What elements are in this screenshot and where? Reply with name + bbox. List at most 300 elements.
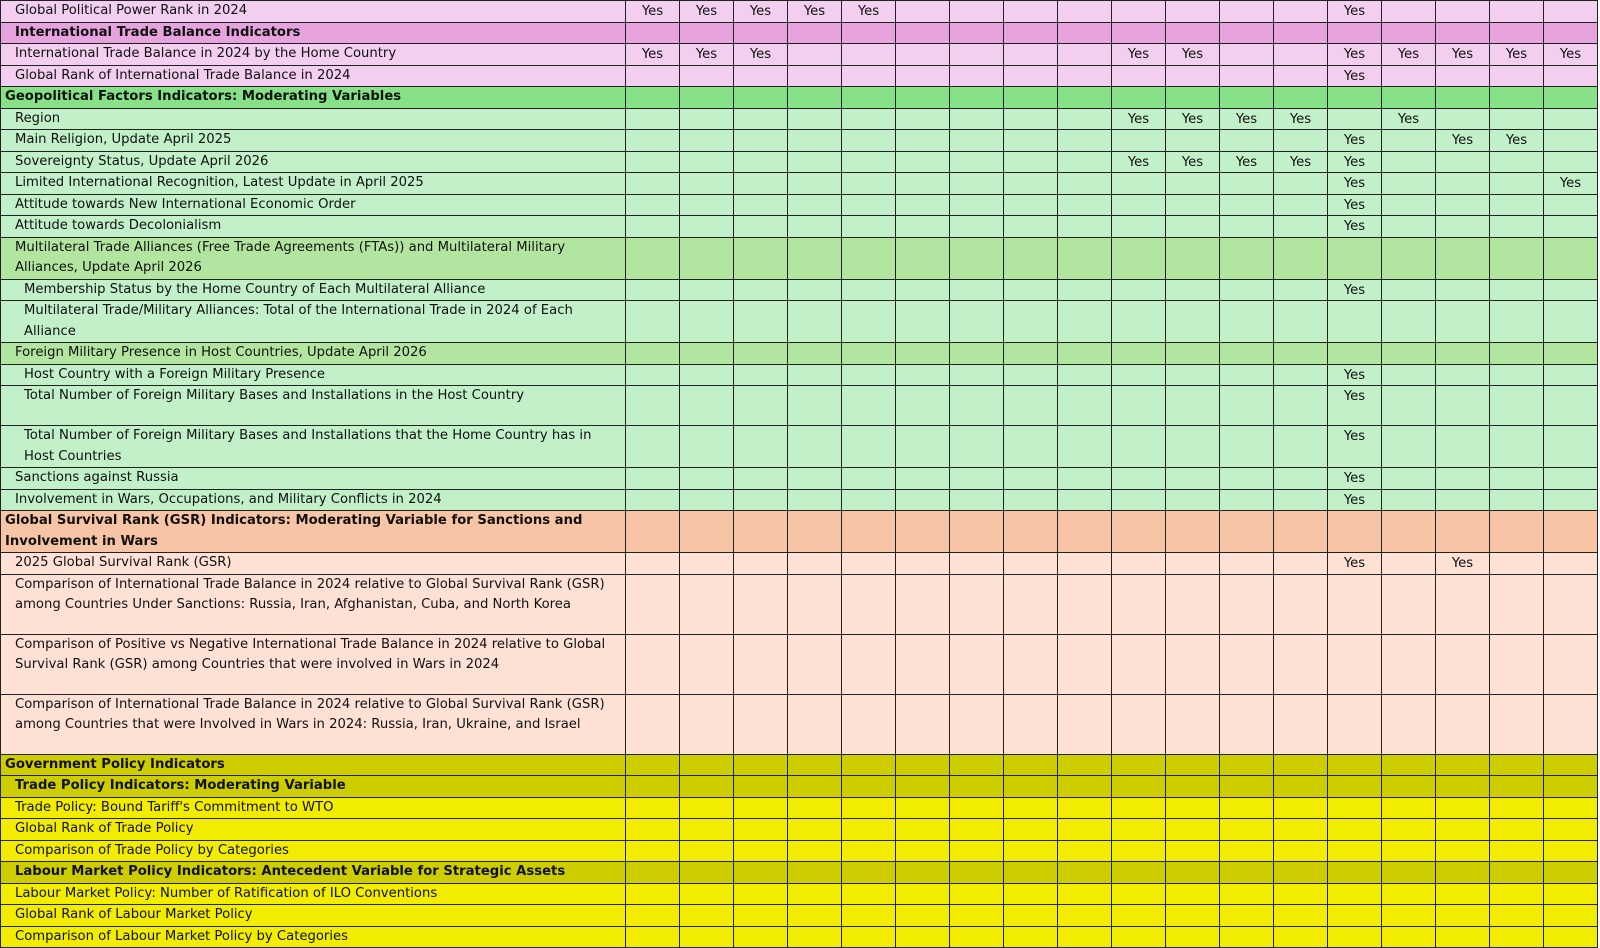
mark-cell[interactable]: Yes <box>1328 489 1382 511</box>
mark-cell[interactable]: Yes <box>1490 130 1544 152</box>
mark-cell[interactable] <box>1004 776 1058 798</box>
mark-cell[interactable] <box>1166 883 1220 905</box>
mark-cell[interactable] <box>1544 426 1598 468</box>
mark-cell[interactable] <box>842 905 896 927</box>
mark-cell[interactable] <box>1220 65 1274 87</box>
mark-cell[interactable] <box>734 22 788 44</box>
mark-cell[interactable] <box>626 553 680 575</box>
mark-cell[interactable] <box>680 926 734 948</box>
mark-cell[interactable] <box>788 130 842 152</box>
mark-cell[interactable] <box>1436 343 1490 365</box>
mark-cell[interactable] <box>1112 364 1166 386</box>
mark-cell[interactable] <box>1058 65 1112 87</box>
mark-cell[interactable] <box>1436 840 1490 862</box>
mark-cell[interactable] <box>950 22 1004 44</box>
mark-cell[interactable] <box>1490 776 1544 798</box>
mark-cell[interactable] <box>626 574 680 634</box>
mark-cell[interactable] <box>626 468 680 490</box>
mark-cell[interactable]: Yes <box>1220 151 1274 173</box>
mark-cell[interactable] <box>842 108 896 130</box>
mark-cell[interactable]: Yes <box>1328 216 1382 238</box>
mark-cell[interactable] <box>1274 44 1328 66</box>
mark-cell[interactable] <box>1058 553 1112 575</box>
mark-cell[interactable] <box>1058 386 1112 426</box>
mark-cell[interactable] <box>680 216 734 238</box>
mark-cell[interactable] <box>1058 44 1112 66</box>
mark-cell[interactable]: Yes <box>1490 44 1544 66</box>
mark-cell[interactable] <box>680 883 734 905</box>
mark-cell[interactable] <box>842 216 896 238</box>
mark-cell[interactable] <box>1490 108 1544 130</box>
mark-cell[interactable] <box>1490 862 1544 884</box>
mark-cell[interactable] <box>1328 237 1382 279</box>
mark-cell[interactable] <box>1544 926 1598 948</box>
mark-cell[interactable] <box>950 468 1004 490</box>
mark-cell[interactable]: Yes <box>1382 44 1436 66</box>
mark-cell[interactable] <box>950 151 1004 173</box>
mark-cell[interactable] <box>1220 905 1274 927</box>
mark-cell[interactable] <box>1004 108 1058 130</box>
mark-cell[interactable] <box>1058 151 1112 173</box>
mark-cell[interactable] <box>1490 65 1544 87</box>
mark-cell[interactable] <box>1544 694 1598 754</box>
mark-cell[interactable] <box>842 754 896 776</box>
mark-cell[interactable] <box>1220 22 1274 44</box>
mark-cell[interactable] <box>1112 65 1166 87</box>
mark-cell[interactable] <box>788 216 842 238</box>
mark-cell[interactable] <box>1328 511 1382 553</box>
mark-cell[interactable] <box>1058 130 1112 152</box>
mark-cell[interactable] <box>626 130 680 152</box>
mark-cell[interactable] <box>1058 574 1112 634</box>
mark-cell[interactable] <box>1166 426 1220 468</box>
mark-cell[interactable] <box>734 279 788 301</box>
mark-cell[interactable] <box>1436 173 1490 195</box>
mark-cell[interactable] <box>626 343 680 365</box>
mark-cell[interactable] <box>680 343 734 365</box>
mark-cell[interactable] <box>1274 279 1328 301</box>
mark-cell[interactable] <box>1004 489 1058 511</box>
mark-cell[interactable] <box>1058 883 1112 905</box>
mark-cell[interactable] <box>1220 776 1274 798</box>
mark-cell[interactable] <box>680 776 734 798</box>
mark-cell[interactable] <box>1436 754 1490 776</box>
mark-cell[interactable] <box>1328 694 1382 754</box>
mark-cell[interactable] <box>896 776 950 798</box>
mark-cell[interactable] <box>788 862 842 884</box>
mark-cell[interactable] <box>788 386 842 426</box>
mark-cell[interactable] <box>734 776 788 798</box>
mark-cell[interactable] <box>680 754 734 776</box>
mark-cell[interactable] <box>1004 279 1058 301</box>
row-label-cell[interactable]: Comparison of Positive vs Negative International Trade Balance in 2024 relative to Global Survival Rank (GSR) among Countries that were involved in Wars in 2024 <box>1 634 626 694</box>
mark-cell[interactable] <box>1058 634 1112 694</box>
mark-cell[interactable] <box>1328 87 1382 109</box>
mark-cell[interactable] <box>1490 797 1544 819</box>
mark-cell[interactable] <box>1436 468 1490 490</box>
mark-cell[interactable] <box>1382 883 1436 905</box>
mark-cell[interactable] <box>842 151 896 173</box>
mark-cell[interactable] <box>680 65 734 87</box>
mark-cell[interactable] <box>1004 819 1058 841</box>
row-label-cell[interactable]: Involvement in Wars, Occupations, and Military Conflicts in 2024 <box>1 489 626 511</box>
mark-cell[interactable] <box>734 301 788 343</box>
mark-cell[interactable] <box>1382 840 1436 862</box>
mark-cell[interactable] <box>626 216 680 238</box>
mark-cell[interactable] <box>680 819 734 841</box>
mark-cell[interactable] <box>788 364 842 386</box>
mark-cell[interactable] <box>734 386 788 426</box>
mark-cell[interactable]: Yes <box>1112 44 1166 66</box>
mark-cell[interactable] <box>1004 343 1058 365</box>
mark-cell[interactable] <box>1166 279 1220 301</box>
mark-cell[interactable] <box>842 237 896 279</box>
mark-cell[interactable] <box>1166 1 1220 23</box>
mark-cell[interactable] <box>1382 364 1436 386</box>
mark-cell[interactable]: Yes <box>1166 151 1220 173</box>
row-label-cell[interactable]: Sanctions against Russia <box>1 468 626 490</box>
mark-cell[interactable] <box>1220 694 1274 754</box>
mark-cell[interactable] <box>1220 1 1274 23</box>
row-label-cell[interactable]: Main Religion, Update April 2025 <box>1 130 626 152</box>
mark-cell[interactable] <box>842 511 896 553</box>
mark-cell[interactable] <box>626 151 680 173</box>
mark-cell[interactable] <box>788 343 842 365</box>
mark-cell[interactable] <box>1436 301 1490 343</box>
mark-cell[interactable] <box>680 279 734 301</box>
mark-cell[interactable] <box>896 364 950 386</box>
row-label-cell[interactable]: Government Policy Indicators <box>1 754 626 776</box>
mark-cell[interactable] <box>1004 926 1058 948</box>
mark-cell[interactable] <box>680 862 734 884</box>
mark-cell[interactable] <box>1544 87 1598 109</box>
mark-cell[interactable] <box>896 301 950 343</box>
mark-cell[interactable] <box>950 173 1004 195</box>
mark-cell[interactable] <box>788 840 842 862</box>
mark-cell[interactable] <box>1220 279 1274 301</box>
mark-cell[interactable]: Yes <box>1328 130 1382 152</box>
mark-cell[interactable] <box>842 468 896 490</box>
mark-cell[interactable] <box>1382 694 1436 754</box>
mark-cell[interactable] <box>1490 819 1544 841</box>
mark-cell[interactable] <box>680 151 734 173</box>
mark-cell[interactable] <box>734 194 788 216</box>
mark-cell[interactable] <box>1544 819 1598 841</box>
mark-cell[interactable] <box>734 173 788 195</box>
mark-cell[interactable] <box>626 386 680 426</box>
mark-cell[interactable] <box>1112 819 1166 841</box>
mark-cell[interactable] <box>896 426 950 468</box>
mark-cell[interactable] <box>1166 840 1220 862</box>
mark-cell[interactable] <box>950 634 1004 694</box>
mark-cell[interactable] <box>1490 905 1544 927</box>
mark-cell[interactable] <box>1220 468 1274 490</box>
mark-cell[interactable] <box>680 194 734 216</box>
mark-cell[interactable] <box>842 574 896 634</box>
mark-cell[interactable] <box>842 386 896 426</box>
mark-cell[interactable] <box>1166 553 1220 575</box>
mark-cell[interactable] <box>1490 237 1544 279</box>
mark-cell[interactable] <box>1004 797 1058 819</box>
mark-cell[interactable] <box>1328 926 1382 948</box>
mark-cell[interactable]: Yes <box>842 1 896 23</box>
mark-cell[interactable] <box>1058 694 1112 754</box>
mark-cell[interactable] <box>842 194 896 216</box>
mark-cell[interactable] <box>788 574 842 634</box>
mark-cell[interactable] <box>1490 386 1544 426</box>
mark-cell[interactable]: Yes <box>1544 173 1598 195</box>
mark-cell[interactable] <box>1220 87 1274 109</box>
mark-cell[interactable] <box>1004 301 1058 343</box>
mark-cell[interactable] <box>1544 108 1598 130</box>
mark-cell[interactable] <box>1544 905 1598 927</box>
mark-cell[interactable] <box>626 926 680 948</box>
mark-cell[interactable] <box>1490 634 1544 694</box>
mark-cell[interactable] <box>1274 216 1328 238</box>
mark-cell[interactable] <box>626 862 680 884</box>
mark-cell[interactable] <box>896 386 950 426</box>
mark-cell[interactable]: Yes <box>1112 151 1166 173</box>
row-label-cell[interactable]: Geopolitical Factors Indicators: Moderating Variables <box>1 87 626 109</box>
mark-cell[interactable] <box>896 22 950 44</box>
mark-cell[interactable] <box>626 237 680 279</box>
mark-cell[interactable] <box>1112 883 1166 905</box>
mark-cell[interactable] <box>1058 511 1112 553</box>
mark-cell[interactable] <box>788 173 842 195</box>
mark-cell[interactable] <box>1544 130 1598 152</box>
mark-cell[interactable] <box>734 553 788 575</box>
mark-cell[interactable] <box>842 797 896 819</box>
mark-cell[interactable] <box>1436 797 1490 819</box>
mark-cell[interactable] <box>842 776 896 798</box>
mark-cell[interactable] <box>1490 553 1544 575</box>
mark-cell[interactable] <box>1004 883 1058 905</box>
mark-cell[interactable] <box>1274 862 1328 884</box>
mark-cell[interactable] <box>896 130 950 152</box>
mark-cell[interactable] <box>1382 797 1436 819</box>
mark-cell[interactable] <box>1220 754 1274 776</box>
row-label-cell[interactable]: Sovereignty Status, Update April 2026 <box>1 151 626 173</box>
mark-cell[interactable] <box>1112 386 1166 426</box>
mark-cell[interactable] <box>680 108 734 130</box>
mark-cell[interactable] <box>896 216 950 238</box>
row-label-cell[interactable]: Global Political Power Rank in 2024 <box>1 1 626 23</box>
mark-cell[interactable] <box>1112 173 1166 195</box>
mark-cell[interactable] <box>788 279 842 301</box>
mark-cell[interactable] <box>734 343 788 365</box>
mark-cell[interactable] <box>1220 797 1274 819</box>
mark-cell[interactable] <box>1112 130 1166 152</box>
mark-cell[interactable] <box>1544 468 1598 490</box>
mark-cell[interactable] <box>788 797 842 819</box>
mark-cell[interactable] <box>788 883 842 905</box>
mark-cell[interactable] <box>950 237 1004 279</box>
mark-cell[interactable] <box>1382 237 1436 279</box>
mark-cell[interactable] <box>1058 22 1112 44</box>
mark-cell[interactable] <box>1544 386 1598 426</box>
mark-cell[interactable] <box>1166 489 1220 511</box>
mark-cell[interactable] <box>1490 926 1544 948</box>
mark-cell[interactable] <box>1436 194 1490 216</box>
mark-cell[interactable] <box>1274 883 1328 905</box>
mark-cell[interactable] <box>1328 905 1382 927</box>
row-label-cell[interactable]: Limited International Recognition, Latest Update in April 2025 <box>1 173 626 195</box>
mark-cell[interactable] <box>1382 301 1436 343</box>
row-label-cell[interactable]: International Trade Balance in 2024 by the Home Country <box>1 44 626 66</box>
mark-cell[interactable] <box>950 553 1004 575</box>
mark-cell[interactable] <box>1544 862 1598 884</box>
mark-cell[interactable] <box>896 553 950 575</box>
row-label-cell[interactable]: Attitude towards Decolonialism <box>1 216 626 238</box>
mark-cell[interactable] <box>734 819 788 841</box>
mark-cell[interactable] <box>626 634 680 694</box>
mark-cell[interactable] <box>734 883 788 905</box>
mark-cell[interactable] <box>1058 279 1112 301</box>
mark-cell[interactable] <box>1058 343 1112 365</box>
mark-cell[interactable] <box>1436 386 1490 426</box>
mark-cell[interactable] <box>1328 862 1382 884</box>
mark-cell[interactable] <box>1112 634 1166 694</box>
mark-cell[interactable] <box>1112 754 1166 776</box>
mark-cell[interactable] <box>950 862 1004 884</box>
mark-cell[interactable] <box>734 905 788 927</box>
mark-cell[interactable] <box>842 279 896 301</box>
mark-cell[interactable] <box>1220 386 1274 426</box>
mark-cell[interactable] <box>1382 216 1436 238</box>
mark-cell[interactable] <box>1166 301 1220 343</box>
mark-cell[interactable] <box>1166 468 1220 490</box>
mark-cell[interactable] <box>842 883 896 905</box>
mark-cell[interactable] <box>1436 279 1490 301</box>
mark-cell[interactable] <box>734 694 788 754</box>
mark-cell[interactable] <box>1004 364 1058 386</box>
mark-cell[interactable] <box>1166 130 1220 152</box>
mark-cell[interactable] <box>680 301 734 343</box>
mark-cell[interactable] <box>950 216 1004 238</box>
mark-cell[interactable] <box>734 108 788 130</box>
mark-cell[interactable] <box>950 905 1004 927</box>
mark-cell[interactable] <box>1382 776 1436 798</box>
mark-cell[interactable] <box>1490 151 1544 173</box>
mark-cell[interactable] <box>1544 22 1598 44</box>
mark-cell[interactable] <box>1004 553 1058 575</box>
mark-cell[interactable] <box>1436 574 1490 634</box>
mark-cell[interactable] <box>734 489 788 511</box>
mark-cell[interactable] <box>896 926 950 948</box>
mark-cell[interactable] <box>1166 862 1220 884</box>
mark-cell[interactable] <box>1274 130 1328 152</box>
mark-cell[interactable] <box>788 108 842 130</box>
row-label-cell[interactable]: Trade Policy Indicators: Moderating Variable <box>1 776 626 798</box>
mark-cell[interactable] <box>842 426 896 468</box>
mark-cell[interactable] <box>626 883 680 905</box>
mark-cell[interactable] <box>1112 776 1166 798</box>
mark-cell[interactable] <box>1436 237 1490 279</box>
mark-cell[interactable]: Yes <box>1274 108 1328 130</box>
mark-cell[interactable] <box>734 862 788 884</box>
mark-cell[interactable] <box>842 173 896 195</box>
mark-cell[interactable] <box>1274 926 1328 948</box>
mark-cell[interactable] <box>734 797 788 819</box>
mark-cell[interactable] <box>950 279 1004 301</box>
mark-cell[interactable] <box>1382 754 1436 776</box>
mark-cell[interactable] <box>626 364 680 386</box>
mark-cell[interactable]: Yes <box>1328 426 1382 468</box>
mark-cell[interactable] <box>1436 634 1490 694</box>
row-label-cell[interactable]: 2025 Global Survival Rank (GSR) <box>1 553 626 575</box>
mark-cell[interactable]: Yes <box>1382 108 1436 130</box>
mark-cell[interactable] <box>1436 694 1490 754</box>
row-label-cell[interactable]: Global Rank of International Trade Balance in 2024 <box>1 65 626 87</box>
mark-cell[interactable] <box>896 634 950 694</box>
mark-cell[interactable] <box>896 151 950 173</box>
mark-cell[interactable] <box>1274 840 1328 862</box>
mark-cell[interactable] <box>1490 883 1544 905</box>
mark-cell[interactable]: Yes <box>680 1 734 23</box>
mark-cell[interactable] <box>1328 754 1382 776</box>
mark-cell[interactable] <box>1166 237 1220 279</box>
mark-cell[interactable] <box>734 151 788 173</box>
mark-cell[interactable] <box>680 553 734 575</box>
mark-cell[interactable] <box>788 905 842 927</box>
mark-cell[interactable] <box>1328 22 1382 44</box>
mark-cell[interactable] <box>1220 634 1274 694</box>
mark-cell[interactable] <box>1112 237 1166 279</box>
mark-cell[interactable] <box>788 754 842 776</box>
mark-cell[interactable] <box>1382 22 1436 44</box>
mark-cell[interactable] <box>1490 364 1544 386</box>
mark-cell[interactable] <box>1274 754 1328 776</box>
mark-cell[interactable] <box>1112 489 1166 511</box>
mark-cell[interactable] <box>950 574 1004 634</box>
mark-cell[interactable] <box>1166 173 1220 195</box>
mark-cell[interactable] <box>1544 754 1598 776</box>
mark-cell[interactable] <box>788 553 842 575</box>
mark-cell[interactable] <box>896 840 950 862</box>
mark-cell[interactable] <box>1220 426 1274 468</box>
mark-cell[interactable] <box>842 819 896 841</box>
mark-cell[interactable] <box>734 468 788 490</box>
mark-cell[interactable] <box>626 694 680 754</box>
mark-cell[interactable] <box>1058 797 1112 819</box>
mark-cell[interactable] <box>1058 840 1112 862</box>
mark-cell[interactable] <box>734 574 788 634</box>
mark-cell[interactable] <box>626 776 680 798</box>
mark-cell[interactable] <box>842 44 896 66</box>
mark-cell[interactable] <box>1058 426 1112 468</box>
mark-cell[interactable] <box>1328 108 1382 130</box>
mark-cell[interactable] <box>1004 862 1058 884</box>
mark-cell[interactable] <box>896 194 950 216</box>
mark-cell[interactable] <box>896 279 950 301</box>
mark-cell[interactable]: Yes <box>1328 173 1382 195</box>
mark-cell[interactable] <box>1490 173 1544 195</box>
mark-cell[interactable] <box>1166 694 1220 754</box>
mark-cell[interactable] <box>1274 386 1328 426</box>
mark-cell[interactable] <box>896 754 950 776</box>
mark-cell[interactable] <box>1436 151 1490 173</box>
mark-cell[interactable] <box>1328 301 1382 343</box>
mark-cell[interactable]: Yes <box>1328 44 1382 66</box>
mark-cell[interactable] <box>1166 343 1220 365</box>
mark-cell[interactable] <box>1220 926 1274 948</box>
mark-cell[interactable] <box>680 364 734 386</box>
mark-cell[interactable] <box>1220 194 1274 216</box>
mark-cell[interactable] <box>788 926 842 948</box>
mark-cell[interactable] <box>1436 905 1490 927</box>
mark-cell[interactable] <box>734 754 788 776</box>
mark-cell[interactable] <box>896 574 950 634</box>
